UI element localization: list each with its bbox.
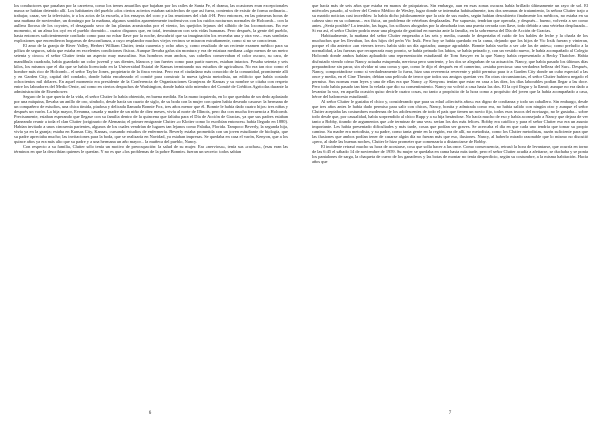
paragraph: Con respecto a su familia, Clutter sólo tenía un motivo de preocupación: la salud de su mujer. Era «nerviosa», tenía sus «rachas», (esas eran las términos en que la describían quienes le querían. Y no es que «los problemas de la pobre Bonnie» fueran un secreto: todos sabían bbox=[14, 144, 288, 155]
page-number: 6 bbox=[148, 411, 152, 416]
right-page-text bbox=[312, 3, 588, 407]
paragraph: El incidente retrasó mucho su hora de acostarse, cosa que solía hacer a las once. Como consecuencia, retrasó la hora de levantarse, que ocurría en torno de las 6:45 el sábado 14 de noviembre de 1959. Su mujer se quedaba en cama hasta más tarde, pero el señor Clutter acudía a afeitarse, se duchaba y se ponía los pantalones de sarga, la chaqueta de cuero de los ganaderos y las botas de montar no tenía desperdicio, según su costumbre, a la misma habitación. Hacía años que bbox=[312, 144, 588, 165]
paragraph: Seguro de lo que quería de la vida, el señor Clutter lo había obtenido, en buena medida. En la mano izquierda, en lo que quedaba de un dedo aplastado por una máquina, llevaba un anillo de oro, símbolo, desde hacía un cuarto de siglo, de su boda con la mujer con quien había deseado casarse: la hermana de un compañero de estudios, una chica tímida, piadosa y delicada llamada Bonnie Fox, tres años menor que él. Bonnie le había dado cuatro hijos: tres niñas y después un varón. La hija mayor, Eveanna, casada y madre de un niño de diez meses, vivía al norte de Illinois, pero iba con mucha frecuencia a Holcomb. Precisamente, estaban esperando que llegase con su familia dentro de la quincena que faltaba para el Día de Acción de Gracias, ya que sus padres estaban planeando reunir a toda el clan Clutter (originario de Alemania; el primer emigrante Clutter «o Klotter como lo escribían entonces» había llegado en 1880). Habían invitado a unos cincuenta parientes, algunos de los cuales vendrían de lugares tan lejanos como Palatka, Florida. Tampoco Beverly, la segunda hija, vivía ya en la granja; estaba en Kansas City, Kansas, cursando estudios de enfermería. Beverly estaba prometida con un joven estudiante de biología, que su padre apreciaba mucho; las invitaciones para la boda, que se realizaría en Navidad, ya estaban impresas. Se quedaba en casa el varón, Kenyon, que a los quince años ya era más alto que su padre y a una hermana un año mayor... la muñeca del pueblo, Nancy. bbox=[14, 93, 288, 145]
paragraph: los conductores que pasaban por la carretera, como los trenes amarillos que bajaban por los raíles de Santa Fe, el drama, las ocasiones eran excepcionales nunca se habían detenido allí. Los habitantes del pueblo «dos ciertos aciertos estaban satisfechos de que así fuera, contentos de existir de forma ordinaria... trabajar, cazar, ver la televisión, ir a los actos de la escuela, a los ensayos del coro y a las reuniones del club 4-H. Pero entonces, en las primeras horas de una mañana de noviembre, un domingo por la mañana, algunos sonidos aparentemente inofensivos con los ruidos nocturnos normales de Holcomb... con la aullera llorosa de los coyotes, el desaguado seco de las plantas arrastradas por el viento, los quejidos lejanos del silbido de las locomotoras. En ese momento, ni un alma los oyó en el pueblo dormido... cuatro disparos que, en total, terminaron con seis vidas humanas. Pero después, la gente del pueblo, hasta entonces suficientemente confiado como para no echar llave por la noche, descubrió que su imaginación los recreaba una y otra vez... esas sombrías explosiones que encendieron hogueras de desconfianza, a cuyo resplandor muchos viejos vecinos se miraron extrañamente, como si no se conocieran. bbox=[14, 3, 288, 44]
paragraph: que hacía más de seis años que estaba en manos de psiquiatras. Sin embargo, aun en esas zonas oscuras había brillado últimamente un rayo de sol. El miércoles pasado, al volver del Centro Médico de Wesley, lugar donde se internaba habitualmente, tras dos semanas de tratamiento, la señora Clutter trajo a su marido noticias casi increíbles: la había dicho jubilosamente que la raíz de sus males, según habían descubierto finalmente los médicos, no estaba en su cabeza sino en su columna... era física, un problema de vértebras desplazadas. Por supuesto, tendrían que operarla, y después... bueno, volvería a ser como antes. ¿Sería posible? La tensión, las fugas, los sollozos ahogados por la almohada tras una puerta cerrada con llave, todo debido a una vértebra desplazada... Si era así, el señor Clutter podría rezar una plegaria de gratitud en nuestra ante la familia, en la sobremesa del Día de Acción de Gracias. bbox=[312, 3, 588, 34]
left-page-text bbox=[14, 3, 288, 407]
right-page bbox=[300, 0, 600, 424]
paragraph: El amo de la granja de River Valley, Herbert William Clutter, tenía cuarenta y ocho años y, como resultado de un reciente examen médico para su póliza de seguros, sabía que estaba en excelentes condiciones físicas. Aunque llevaba gafas sin montura y era de estatura mediana «algo menos de un metro setenta y cinco» el señor Clutter tenía un aspecto muy masculino. Sus hombros eran anchos, sus cabellos conservaban el color oscuro, su cara, de mandíbula cuadrada, había guardado un color juvenil y sus dientes, blancos y tan fuertes como para partir nueces, estaban intactos. Pesaba setenta y seis kilos, los mismos que el día que se había licenciado en la Universidad Estatal de Kansas terminando sus estudios de agricultura. No era tan rico como el hombre más rico de Holcomb... el señor Taylor Jones, propietario de la finca vecina. Pero era el ciudadano más conocido de la comunidad, prominente allí y en Garden City, capital del condado, donde había encabezado el comité para construir la nueva iglesia metodista, un edificio que había costado ochocientos mil dólares. En aquel momento era presidente de la Conferencia de Organizaciones Granjeras de Kansas y su nombre se citaba con respeto entre los labradores del Medio Oeste, así como en ciertos despachos de Washington, donde había sido miembro del Comité de Créditos Agrícolas durante la administración de Eisenhower. bbox=[14, 43, 288, 94]
page-number: 7 bbox=[448, 411, 452, 416]
paragraph: Al señor Clutter le gustaba el chico y, considerando que para su edad «dieciséis años» era digno de confianza y todo un caballero. Sin embargo, desde que tres años antes le había dado permiso para salir con chicos, Nancy, bonita y admirada como era, no había salido con ningún otro y aunque el señor Clutter aceptaba las costumbres modernas de los adolescentes de todo el país que tienen un novio fijo, todos esos trucos del noviazgo, no le gustaba... sobre todo desde que, por casualidad, había sorprendido al chico Rupp y a su hija besándose. No hacía mucho de eso y había aconsejado a Nancy que dejara de ver tanto a Bobby, tirando de argumentos que «de terminar de una vez» serían los dos más felices. Bobby era católico y para el señor Clutter eso era un asunto importante. Les había presentado dificultades y más tarde, cosas que podían ser graves. Se acercaba el día en que cada uno tendría que tomar su propio camino. Su madre era metodista, y su padre, como tanta gente en la región, era de allí, no metodista, como los Clutter metodistas, razón suficiente para que las ilusiones que ambos podían tener de casarse algún día no fueran más que eso, ilusiones. Nancy, al haberlo mirado razonable que lo mismo no discutió «pero, al darle las buenas noches, Clutter le hizo prometer que comenzaría a distanciarse de Bobby. bbox=[312, 98, 588, 145]
paragraph: Habitualmente, la mañana del señor Clutter empezaba a las seis y media, cuando le despertaba el ruido de los baldes de leche y la charla de los muchachos que les llevaban, los dos hijos del peón Vic Irsik. Pero hoy se había quedado en la cama, dejando que los hijos de Vic Irsik fueran y vinieran, porque el día anterior «un viernes trece» había sido un día agotador, aunque agradable. Bonnie había vuelto a ser «de las de antes»; como preludio a la normalidad, a las fuerzas que recuperaría muy pronto, se había peinado los labios, se había peinado y, con un vestido nuevo, le había acompañado al Colegio Holcomb donde ambos habían aplaudido una representación estudiantil de Tom Sawyer en la que Nancy había representado a Becky Thatcher. Había disfrutado viendo cómo Nancy actuaba estupenda, nerviosa pero sonriente, y los dos se alegraban de su actuación. Nancy, que había pasado los últimos días preparándose sin parar, sin olvidar ni una coma y que, como le dijo el después en el camerino, «estaba preciosa: una verdadera belleza del Sur». Después, Nancy, comportándose como si verdaderamente lo fuera, hizo una reverencia reverente y pidió permiso para ir a Garden City donde un cubo especial a las once y media, en el Cine Theater, debían una película de terror que todos sus amigos querían ver. En otras circunstancias, el señor Clutter hubiera negado el permiso. Sus normas eran leyes y una de ellas era que Nancy «y Kenyon» tenían que estar en casa a las diez, los días laborables podían llegar a las doce. Pero todo había pasado tan bien la velada que dio su consentimiento. Nancy no volvió a casa hasta las dos. El la oyó llegar y la llamó; aunque no era dado a levantar la voz, en aquella ocasión quiso decirle cuatro cosas, no tanto a propósito de la hora como a propósito del joven que la había acompañado a casa, héroe del baloncesto estudiantil. bbox=[312, 33, 588, 99]
